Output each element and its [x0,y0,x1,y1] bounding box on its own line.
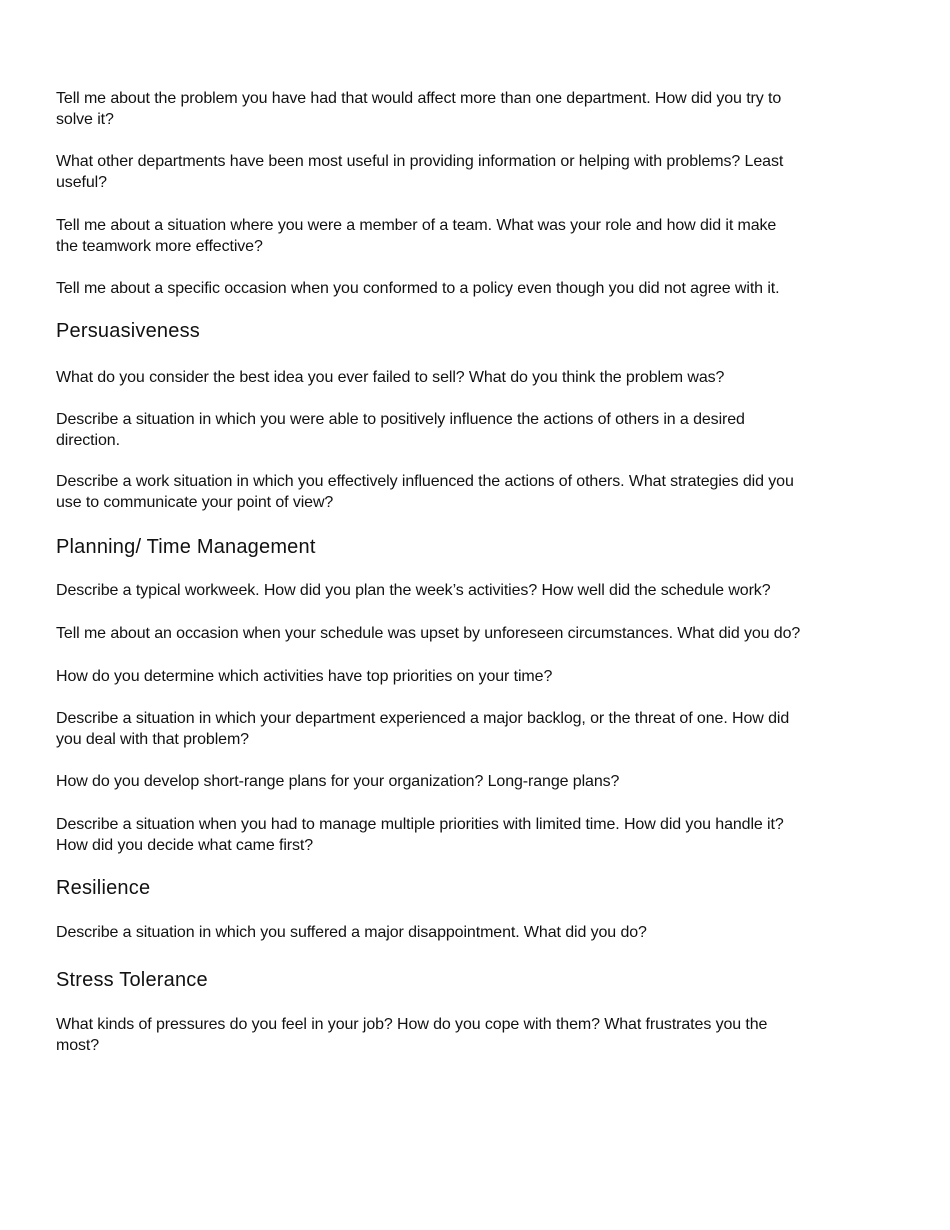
question-paragraph [56,409,906,451]
paragraph-line: the teamwork more effective? [56,238,263,255]
question-paragraph [56,922,906,943]
paragraph-line: Describe a situation in which your department experienced a major backlog, or the threat of one. How did [56,710,790,727]
question-paragraph [56,580,906,601]
paragraph-line: What kinds of pressures do you feel in your job? How do you cope with them? What frustrates you the [56,1016,768,1033]
question-paragraph [56,708,906,750]
question-paragraph [56,278,906,299]
question-paragraph [56,814,906,856]
paragraph-line: direction. [56,432,120,449]
paragraph-line: Describe a work situation in which you effectively influenced the actions of others. What strategies did you [56,473,794,490]
paragraph-line: Describe a typical workweek. How did you plan the week’s activities? How well did the schedule work? [56,582,771,599]
paragraph-line: What other departments have been most useful in providing information or helping with problems? Least [56,153,784,170]
paragraph-line: Tell me about a specific occasion when you conformed to a policy even though you did not agree with it. [56,280,780,297]
paragraph-line: How do you determine which activities have top priorities on your time? [56,668,553,685]
question-paragraph [56,471,906,513]
paragraph-line: you deal with that problem? [56,731,249,748]
question-paragraph [56,623,906,644]
section-heading: Planning/ Time Management [56,536,316,558]
paragraph-line: useful? [56,174,107,191]
question-paragraph [56,88,906,130]
paragraph-line: Describe a situation in which you were able to positively influence the actions of others in a desired [56,411,745,428]
paragraph-line: solve it? [56,111,114,128]
question-paragraph [56,215,906,257]
paragraph-line: Describe a situation when you had to manage multiple priorities with limited time. How did you handle it? [56,816,784,833]
paragraph-line: Tell me about the problem you have had that would affect more than one department. How did you try to [56,90,782,107]
paragraph-line: What do you consider the best idea you ever failed to sell? What do you think the problem was? [56,369,725,386]
paragraph-line: use to communicate your point of view? [56,494,334,511]
paragraph-line: How did you decide what came first? [56,837,314,854]
question-paragraph [56,666,906,687]
section-heading: Stress Tolerance [56,969,208,991]
paragraph-line: How do you develop short-range plans for your organization? Long-range plans? [56,773,620,790]
section-heading: Resilience [56,877,151,899]
paragraph-line: Tell me about a situation where you were a member of a team. What was your role and how did it make [56,217,777,234]
question-paragraph [56,151,906,193]
question-paragraph [56,1014,906,1056]
paragraph-line: most? [56,1037,100,1054]
paragraph-line: Describe a situation in which you suffered a major disappointment. What did you do? [56,924,647,941]
question-paragraph [56,367,906,388]
section-heading: Persuasiveness [56,320,200,342]
question-paragraph [56,771,906,792]
paragraph-line: Tell me about an occasion when your schedule was upset by unforeseen circumstances. What did you do? [56,625,801,642]
